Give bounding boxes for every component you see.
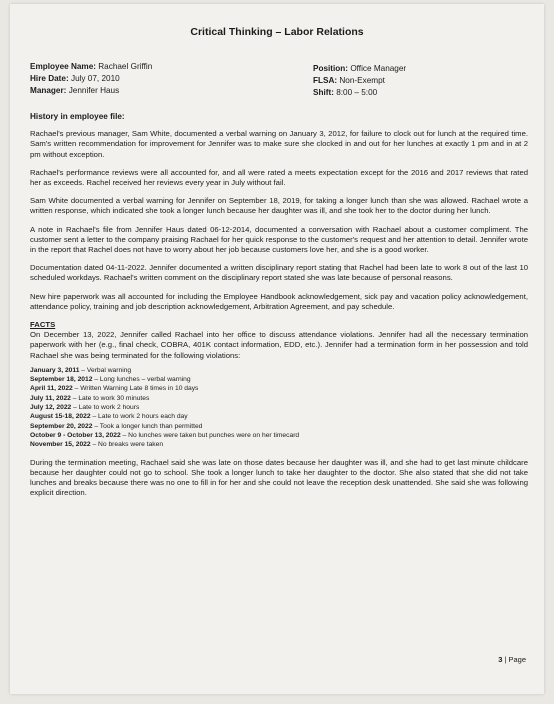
- page-footer: [498, 655, 526, 664]
- history-paragraph: Rachael's performance reviews were all accounted for, and all were rated a meets expectation except for the 2016 and 2017 reviews that rated her as exceeds. Rachel received her reviews every year in July without fail.: [30, 167, 528, 188]
- closing-paragraph: During the termination meeting, Rachael said she was late on those dates because her daughter was ill, and she had to get last minute childcare because her daughter could not go to school. She took a longer lunch to take her daughter to the doctor. She also stated that she did not take lunches and breaks because there was no one to fill in for her and she could not leave the reception desk unattended. She said she was following explicit direction.: [30, 457, 528, 498]
- violation-desc: – Late to work 2 hours: [71, 404, 140, 412]
- manager-value: Jennifer Haus: [68, 86, 120, 95]
- employee-name-row: [30, 61, 152, 73]
- history-paragraph: A note in Rachael's file from Jennifer Haus dated 06-12-2014, documented a conversation with Rachael about a customer compliment. The customer sent a letter to the company praising Rachael for her quick response to the customer's request and her attention to detail. Jennifer wrote in the report that Rachel does not have to worry about her job because customers love her, and she is a good worker.: [30, 224, 528, 255]
- facts-heading: FACTS: [30, 320, 56, 330]
- hire-date-value: July 07, 2010: [70, 74, 120, 83]
- history-paragraph: Rachael's previous manager, Sam White, documented a verbal warning on January 3, 2012, for failure to clock out for lunch at the required time. Sam's written recommendation for improvement for Jennifer was to make sure she clocked in and out for her lunches at exactly 1 pm and in at 2 pm without exception.: [30, 129, 528, 159]
- violation-date: April 11, 2022: [30, 385, 73, 393]
- document-body: [30, 112, 528, 506]
- page-number: 3: [498, 655, 503, 664]
- employee-info-left: [30, 61, 152, 97]
- violation-item: [30, 366, 528, 375]
- violation-item: [30, 384, 528, 393]
- hire-date-label: Hire Date:: [30, 74, 69, 83]
- history-heading: History in employee file:: [30, 112, 125, 121]
- position-value: Office Manager: [350, 64, 407, 73]
- employee-name-label: Employee Name:: [30, 62, 96, 71]
- violation-date: January 3, 2011: [30, 366, 80, 374]
- violation-item: [30, 375, 528, 384]
- violation-desc: – Written Warning Late 8 times in 10 days: [72, 385, 199, 393]
- violation-desc: – No breaks were taken: [90, 441, 164, 449]
- violation-date: October 9 - October 13, 2022: [30, 431, 121, 439]
- position-row: [313, 63, 406, 75]
- facts-intro: On December 13, 2022, Jennifer called Rachael into her office to discuss attendance violations. Jennifer had all the necessary termination paperwork with her (e.g., final check, COBRA, 401K contact information, EDD, etc.). Jennifer had a termination form in her possession and told Rachael she was being terminated for the following violations:: [30, 330, 528, 360]
- violation-desc: – Took a longer lunch than permitted: [92, 422, 203, 430]
- violation-date: July 11, 2022: [30, 394, 71, 402]
- violation-desc: – Late to work 2 hours each day: [90, 413, 188, 421]
- violation-item: [30, 440, 528, 449]
- employee-info-right: [313, 63, 406, 99]
- history-paragraph: New hire paperwork was all accounted for including the Employee Handbook acknowledgement, sick pay and vacation policy acknowledgement, attendance policy, training and job description acknowledgement, Arbitration Agreement, and pay schedule.: [30, 291, 528, 311]
- violation-desc: – Verbal warning: [79, 366, 132, 374]
- violation-item: [30, 422, 528, 431]
- hire-date-row: [30, 73, 152, 85]
- shift-row: [313, 87, 406, 99]
- flsa-label: FLSA:: [313, 76, 338, 85]
- violation-date: September 20, 2022: [30, 422, 93, 430]
- flsa-row: [313, 75, 406, 87]
- employee-name-value: Rachael Griffin: [98, 62, 153, 71]
- document-title: Critical Thinking – Labor Relations: [190, 26, 364, 38]
- violation-date: August 15-18, 2022: [30, 413, 91, 421]
- flsa-value: Non-Exempt: [339, 76, 385, 85]
- violations-list: [30, 366, 528, 450]
- violation-item: [30, 412, 528, 421]
- violation-item: [30, 403, 528, 412]
- violation-item: [30, 431, 528, 440]
- violation-date: July 12, 2022: [30, 404, 72, 412]
- violation-date: September 18, 2012: [30, 376, 93, 384]
- position-label: Position:: [313, 64, 349, 73]
- manager-row: [30, 85, 152, 97]
- violation-desc: – Long lunches – verbal warning: [92, 376, 191, 384]
- violation-item: [30, 394, 528, 403]
- violation-date: November 15, 2022: [30, 441, 91, 449]
- page-label: | Page: [502, 655, 526, 664]
- shift-label: Shift:: [313, 88, 334, 97]
- violation-desc: – No lunches were taken but punches were on her timecard: [120, 431, 300, 439]
- violation-desc: – Late to work 30 minutes: [70, 394, 150, 402]
- manager-label: Manager:: [30, 86, 67, 95]
- document-page: [10, 4, 544, 694]
- history-paragraph: Documentation dated 04-11-2022. Jennifer documented a written disciplinary report stating that Rachel had been late to work 8 out of the last 10 scheduled workdays. Rachael's written comment on the disciplinary report stated she was late because of personal reasons.: [30, 263, 528, 283]
- shift-value: 8:00 – 5:00: [336, 88, 378, 97]
- history-paragraph: Sam White documented a verbal warning for Jennifer on September 18, 2019, for taking a longer lunch than she was allowed. Rachael wrote a written response, which indicated she took a longer lunch because her daughter was ill, and she took her to the doctor during her lunch.: [30, 196, 528, 216]
